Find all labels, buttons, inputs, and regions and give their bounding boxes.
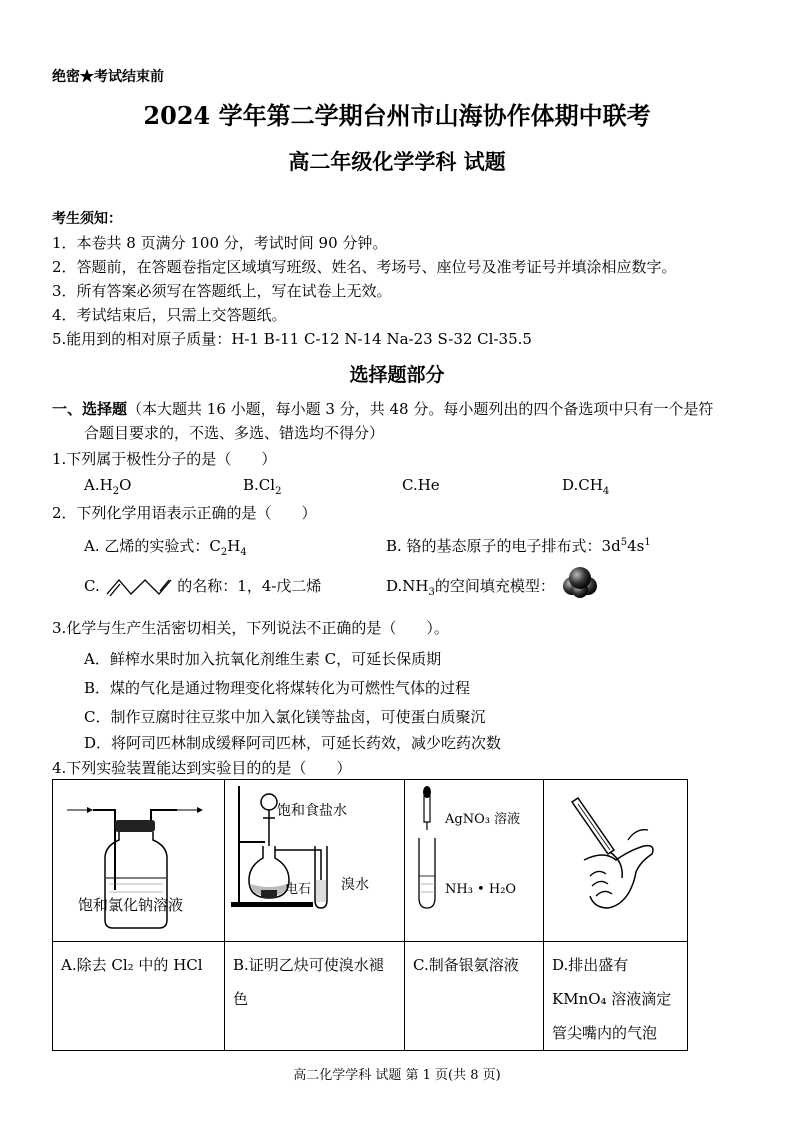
q1-option-c: C.He [402,476,440,494]
img-b-label-solid: 电石 [285,882,312,897]
notice-item: 5.能用到的相对原子质量：H-1 B-11 C-12 N-14 Na-23 S-32 Cl-35.5 [52,330,532,348]
img-b-label-top: 饱和食盐水 [277,803,347,819]
img-c-label-top: AgNO₃ 溶液 [445,812,521,827]
q2-option-b: B. 铬的基态原子的电子排布式：$3d^54s^1$ [386,537,651,555]
page-footer: 高二化学学科 试题 第 1 页(共 8 页) [293,1068,501,1083]
q1-option-b: $B.Cl_2$ [243,476,282,497]
q4-experiment-table [52,779,688,1051]
q4-image-d [544,780,688,942]
gas-washing-bottle-icon [53,780,223,940]
pentadiene-skeletal-icon [105,577,173,597]
q4-caption-a: A.除去 Cl₂ 中的 HCl [53,942,225,1051]
q2-option-c: C. 的名称：1，4-戊二烯 [84,577,322,595]
section-intro [52,398,713,419]
q2-option-a: A. 乙烯的实验式：$C_2H_4$ [84,537,247,558]
burette-hands-icon [544,780,686,940]
q4-image-c [405,780,544,942]
q3-option-c: C．制作豆腐时往豆浆中加入氯化镁等盐卤，可使蛋白质聚沉 [84,708,486,726]
notice-item: 4．考试结束后，只需上交答题纸。 [52,306,287,324]
q2-stem: 2．下列化学用语表示正确的是（ ） [52,504,317,522]
q4-image-a [53,780,225,942]
q4-caption-b: B.证明乙炔可使溴水褪色 [225,942,405,1051]
img-a-label: 饱和氯化钠溶液 [78,896,184,914]
img-c-label-bottom: NH₃ • H₂O [445,882,517,897]
dropper-test-tube-icon [405,780,542,940]
q2-option-d: $D.NH_3$的空间填充模型： [386,577,555,598]
section-intro-cont: 合题目要求的，不选、多选、错选均不得分） [84,424,385,442]
exam-title: 2024 学年第二学期台州市山海协作体期中联考 [143,101,651,130]
secret-label: 绝密★考试结束前 [52,69,164,85]
notice-item: 2．答题前，在答题卷指定区域填写班级、姓名、考场号、座位号及准考证号并填涂相应数字。 [52,258,677,276]
q3-option-a: A．鲜榨水果时加入抗氧化剂维生素 C，可延长保质期 [84,650,442,668]
notice-heading: 考生须知： [52,211,122,227]
notice-item: 3．所有答案必须写在答题纸上，写在试卷上无效。 [52,282,392,300]
notice-item: 1．本卷共 8 页满分 100 分，考试时间 90 分钟。 [52,234,388,252]
img-b-label-tube: 溴水 [341,877,369,893]
q4-caption-d: D.排出盛有 KMnO₄ 溶液滴定管尖嘴内的气泡 [544,942,688,1051]
section-intro-label: 一、选择题 [52,400,128,418]
nh3-space-filling-model-icon [562,566,598,598]
q3-option-b: B．煤的气化是通过物理变化将煤转化为可燃性气体的过程 [84,679,471,697]
q3-option-d: D．将阿司匹林制成缓释阿司匹林，可延长药效，减少吃药次数 [84,734,502,752]
exam-subtitle: 高二年级化学学科 试题 [288,149,506,174]
q4-stem: 4.下列实验装置能达到实验目的的是（ ） [52,759,352,777]
section-intro-text: （本大题共 16 小题，每小题 3 分，共 48 分。每小题列出的四个备选项中只有一个是符 [127,400,714,418]
q3-stem: 3.化学与生产生活密切相关，下列说法不正确的是（ ）。 [52,619,449,637]
q1-option-d: $D.CH_4$ [562,476,610,497]
q4-caption-c: C.制备银氨溶液 [405,942,544,1051]
q4-image-b [225,780,405,942]
q1-stem: 1.下列属于极性分子的是（ ） [52,450,277,468]
section-title: 选择题部分 [349,364,445,386]
q1-option-a: $A.H_2O$ [84,476,132,497]
